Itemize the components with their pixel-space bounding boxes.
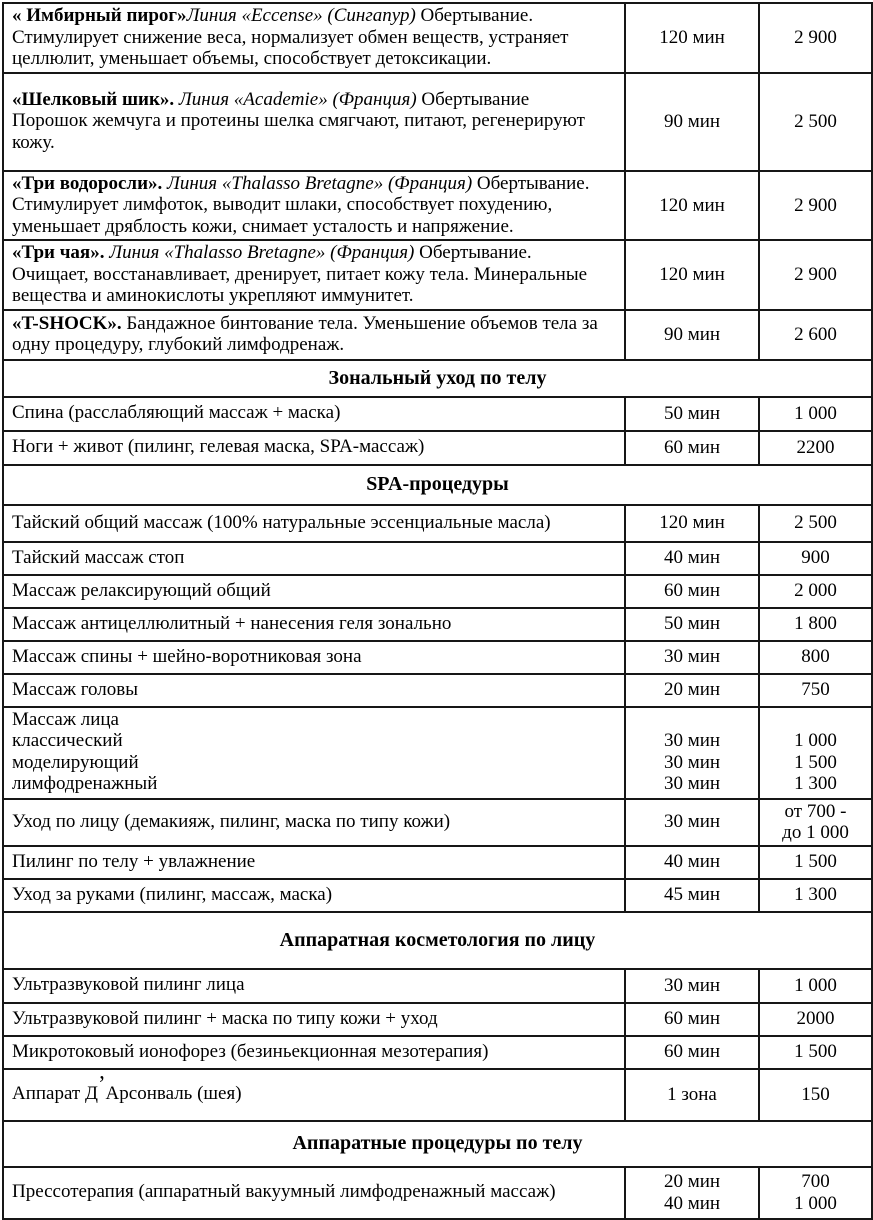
price-value: 1 000 — [794, 402, 837, 424]
duration-cell — [625, 674, 759, 707]
duration-value: 120 мин — [659, 27, 725, 48]
section-title: Аппаратные процедуры по телу — [3, 1121, 872, 1167]
text-line — [12, 402, 620, 424]
text-segment: Бандажное бинтование тела. Уменьшение объемов тела за — [126, 312, 598, 334]
text-line — [12, 1071, 620, 1105]
text-segment: Прессотерапия (аппаратный вакуумный лимфодренажный массаж) — [12, 1181, 556, 1203]
service-name-cell — [3, 641, 625, 674]
text-line — [12, 313, 620, 335]
text-segment: кожу. — [12, 131, 55, 153]
price-value: 1 500 — [794, 751, 837, 773]
duration-value: 40 мин — [663, 851, 721, 873]
text-line — [12, 5, 620, 27]
price-value: 1 300 — [794, 773, 837, 794]
price-cell — [759, 575, 872, 608]
text-segment: Тайский массаж стоп — [12, 546, 185, 568]
price-value: 750 — [801, 679, 830, 701]
duration-value: 50 мин — [663, 613, 721, 635]
text-line — [12, 884, 620, 906]
service-row — [3, 1069, 872, 1121]
duration-value: 90 мин — [663, 110, 721, 132]
price-cell — [759, 799, 872, 846]
duration-cell — [625, 575, 759, 608]
duration-value: 30 мин — [663, 974, 721, 996]
text-line — [12, 752, 620, 774]
duration-cell — [625, 171, 759, 241]
duration-cell — [625, 707, 759, 799]
duration-cell — [625, 505, 759, 542]
price-cell — [759, 608, 872, 641]
text-segment: классический — [12, 730, 123, 751]
section-header-row — [3, 465, 872, 505]
text-line — [12, 242, 620, 264]
service-name-cell — [3, 707, 625, 799]
price-cell — [759, 674, 872, 707]
service-row — [3, 575, 872, 608]
text-segment: Уход за руками (пилинг, массаж, маска) — [12, 883, 333, 905]
service-name-cell — [3, 879, 625, 912]
text-line — [12, 334, 620, 356]
price-cell — [759, 1003, 872, 1036]
text-segment: лимфодренажный — [12, 773, 158, 794]
service-row — [3, 171, 872, 241]
price-value: 900 — [801, 547, 830, 569]
text-segment: целлюлит, уменьшает объемы, способствует детоксикации. — [12, 48, 492, 69]
duration-cell — [625, 1167, 759, 1219]
duration-value: 30 мин — [663, 811, 721, 833]
service-name-cell — [3, 846, 625, 879]
text-segment: Массаж релаксирующий общий — [12, 579, 271, 601]
text-line — [12, 194, 620, 216]
text-line — [12, 436, 620, 458]
price-cell — [759, 431, 872, 465]
price-value: 2 600 — [794, 323, 837, 345]
duration-value: 120 мин — [659, 194, 725, 216]
service-row — [3, 1167, 872, 1219]
price-cell — [759, 879, 872, 912]
service-name-cell — [3, 1167, 625, 1219]
text-line — [12, 285, 620, 307]
text-line — [12, 730, 620, 752]
duration-cell — [625, 879, 759, 912]
text-segment: Обертывание — [416, 88, 530, 110]
service-name-cell — [3, 1069, 625, 1121]
price-cell — [759, 846, 872, 879]
service-row — [3, 73, 872, 171]
text-segment: Обертывание. — [472, 172, 590, 194]
price-value: 2 900 — [794, 264, 837, 285]
text-segment: одну процедуру, глубокий лимфодренаж. — [12, 334, 345, 355]
duration-cell — [625, 969, 759, 1003]
service-name-cell — [3, 3, 625, 73]
duration-cell — [625, 1069, 759, 1121]
service-name-cell — [3, 674, 625, 707]
text-segment: Обертывание. — [414, 242, 532, 263]
text-segment: Массаж антицеллюлитный + нанесения геля зонально — [12, 612, 452, 634]
text-segment: Арсонваль (шея) — [105, 1083, 242, 1105]
service-name-cell — [3, 310, 625, 360]
text-line — [12, 89, 620, 111]
text-line — [12, 580, 620, 602]
duration-value: 120 мин — [659, 512, 725, 534]
service-name-cell — [3, 799, 625, 846]
price-value: 2 500 — [794, 512, 837, 534]
text-line — [12, 679, 620, 701]
price-cell — [759, 1036, 872, 1069]
price-value: от 700 - — [784, 800, 847, 822]
duration-cell — [625, 1003, 759, 1036]
duration-value: 60 мин — [663, 1008, 721, 1030]
price-value: до 1 000 — [782, 822, 849, 843]
service-row — [3, 1003, 872, 1036]
text-segment: Стимулирует лимфоток, выводит шлаки, способствует похудению, — [12, 194, 553, 215]
service-row — [3, 310, 872, 360]
text-segment: «Три чая». — [12, 242, 110, 263]
text-line — [12, 1181, 620, 1203]
text-segment: Порошок жемчуга и протеины шелка смягчают, питают, регенерируют — [12, 110, 585, 132]
text-segment: Обертывание. — [415, 5, 534, 26]
section-header-row — [3, 1121, 872, 1167]
text-line — [12, 110, 620, 132]
price-value: 1 000 — [794, 1192, 837, 1214]
text-line — [12, 974, 620, 996]
text-segment: Очищает, восстанавливает, дренирует, питает кожу тела. Минеральные — [12, 263, 588, 285]
service-name-cell — [3, 608, 625, 641]
service-row — [3, 505, 872, 542]
text-line — [12, 48, 620, 70]
service-name-cell — [3, 1003, 625, 1036]
price-value: 1 500 — [794, 851, 837, 873]
service-row — [3, 846, 872, 879]
service-row — [3, 397, 872, 431]
duration-value: 30 мин — [663, 773, 721, 794]
text-segment: Линия «Thalasso Bretagne» (Франция) — [109, 242, 415, 263]
service-row — [3, 431, 872, 465]
service-row — [3, 240, 872, 310]
price-value: 1 800 — [794, 613, 837, 635]
text-line — [12, 709, 620, 731]
duration-value: 1 зона — [667, 1083, 717, 1105]
service-row — [3, 707, 872, 799]
duration-value: 40 мин — [663, 547, 721, 569]
text-line — [12, 646, 620, 668]
text-segment: Линия «Academie» (Франция) — [178, 88, 417, 110]
text-segment: Спина (расслабляющий массаж + маска) — [12, 402, 341, 424]
price-cell — [759, 1167, 872, 1219]
price-value: 2 500 — [794, 110, 837, 132]
text-segment: Линия «Thalasso Bretagne» (Франция) — [167, 172, 473, 194]
service-row — [3, 542, 872, 575]
duration-cell — [625, 397, 759, 431]
text-segment: моделирующий — [12, 751, 139, 773]
service-row — [3, 1036, 872, 1069]
text-line — [12, 1008, 620, 1030]
section-header-row — [3, 360, 872, 397]
duration-value: 45 мин — [663, 884, 721, 906]
price-value: 1 000 — [794, 974, 837, 996]
text-line — [12, 773, 620, 795]
price-value: 2000 — [796, 1008, 835, 1030]
text-segment: Ультразвуковой пилинг + маска по типу кожи + уход — [12, 1007, 438, 1029]
text-segment: Аппарат Д — [12, 1083, 98, 1105]
section-title: Аппаратная косметология по лицу — [3, 912, 872, 969]
text-segment: Стимулирует снижение веса, нормализует обмен веществ, устраняет — [12, 26, 569, 48]
price-cell — [759, 707, 872, 799]
service-row — [3, 969, 872, 1003]
service-row — [3, 608, 872, 641]
price-value: 2200 — [796, 436, 835, 458]
text-line — [12, 216, 620, 238]
price-table — [2, 2, 873, 1220]
price-cell — [759, 171, 872, 241]
service-name-cell — [3, 73, 625, 171]
duration-value: 30 мин — [663, 646, 721, 668]
text-line — [12, 264, 620, 286]
service-name-cell — [3, 575, 625, 608]
service-row — [3, 799, 872, 846]
price-cell — [759, 505, 872, 542]
price-cell — [759, 240, 872, 310]
service-name-cell — [3, 542, 625, 575]
text-line — [12, 512, 620, 534]
duration-value: 120 мин — [659, 264, 725, 285]
text-segment: Ноги + живот (пилинг, гелевая маска, SPA-массаж) — [12, 436, 425, 458]
service-name-cell — [3, 171, 625, 241]
duration-cell — [625, 608, 759, 641]
duration-value: 60 мин — [663, 436, 721, 458]
price-cell — [759, 542, 872, 575]
price-value: 2 900 — [794, 27, 837, 48]
duration-cell — [625, 542, 759, 575]
text-segment: Массаж спины + шейно-воротниковая зона — [12, 645, 362, 667]
price-value: 2 900 — [794, 194, 837, 216]
price-value: 700 — [801, 1171, 830, 1192]
text-line — [12, 851, 620, 873]
service-name-cell — [3, 969, 625, 1003]
service-name-cell — [3, 240, 625, 310]
text-segment: Массаж головы — [12, 678, 139, 700]
text-segment: Микротоковый ионофорез (безиньекционная мезотерапия) — [12, 1040, 489, 1062]
text-segment: Ультразвуковой пилинг лица — [12, 974, 245, 996]
text-segment: Линия «Eccense» (Сингапур) — [186, 5, 416, 26]
duration-cell — [625, 1036, 759, 1069]
text-segment: ’ — [97, 1071, 106, 1097]
duration-value: 20 мин — [663, 1171, 721, 1192]
price-table-body — [3, 3, 872, 1219]
service-name-cell — [3, 397, 625, 431]
duration-cell — [625, 799, 759, 846]
price-cell — [759, 310, 872, 360]
price-value: 800 — [801, 646, 830, 668]
price-cell — [759, 397, 872, 431]
price-value: 1 000 — [794, 730, 837, 751]
service-row — [3, 879, 872, 912]
duration-cell — [625, 846, 759, 879]
duration-cell — [625, 73, 759, 171]
price-value: 2 000 — [794, 580, 837, 602]
duration-cell — [625, 310, 759, 360]
price-value: 150 — [801, 1083, 830, 1105]
duration-cell — [625, 431, 759, 465]
price-value: 1 300 — [794, 884, 837, 906]
text-segment: Массаж лица — [12, 708, 119, 730]
duration-value: 20 мин — [663, 679, 721, 701]
service-row — [3, 3, 872, 73]
section-title: Зональный уход по телу — [3, 360, 872, 397]
duration-cell — [625, 240, 759, 310]
duration-value: 60 мин — [663, 580, 721, 602]
service-name-cell — [3, 505, 625, 542]
service-row — [3, 641, 872, 674]
price-cell — [759, 969, 872, 1003]
section-header-row — [3, 912, 872, 969]
text-segment: «Шелковый шик». — [12, 88, 179, 110]
duration-value: 30 мин — [663, 751, 721, 773]
text-segment: Пилинг по телу + увлажнение — [12, 850, 256, 872]
text-segment: « Имбирный пирог» — [12, 5, 187, 26]
text-segment: Тайский общий массаж (100% натуральные эссенциальные масла) — [12, 511, 551, 533]
duration-value: 40 мин — [663, 1192, 721, 1214]
text-line — [12, 811, 620, 833]
text-segment: «T-SHOCK». — [12, 312, 127, 334]
price-cell — [759, 73, 872, 171]
text-segment: уменьшает дряблость кожи, снимает усталость и напряжение. — [12, 215, 514, 237]
price-cell — [759, 641, 872, 674]
text-line — [12, 1041, 620, 1063]
price-cell — [759, 1069, 872, 1121]
section-title: SPA-процедуры — [3, 465, 872, 505]
text-line — [12, 132, 620, 154]
text-line — [12, 547, 620, 569]
duration-cell — [625, 3, 759, 73]
text-segment: вещества и аминокислоты укрепляют иммунитет. — [12, 285, 414, 306]
text-line — [12, 173, 620, 195]
duration-cell — [625, 641, 759, 674]
text-line — [12, 27, 620, 49]
text-line — [12, 613, 620, 635]
text-segment: Уход по лицу (демакияж, пилинг, маска по типу кожи) — [12, 810, 451, 832]
service-name-cell — [3, 1036, 625, 1069]
duration-value: 50 мин — [663, 402, 721, 424]
price-cell — [759, 3, 872, 73]
duration-value: 30 мин — [663, 730, 721, 751]
service-name-cell — [3, 431, 625, 465]
price-value: 1 500 — [794, 1041, 837, 1063]
duration-value: 60 мин — [663, 1041, 721, 1063]
text-segment: «Три водоросли». — [12, 172, 168, 194]
service-row — [3, 674, 872, 707]
duration-value: 90 мин — [663, 323, 721, 345]
